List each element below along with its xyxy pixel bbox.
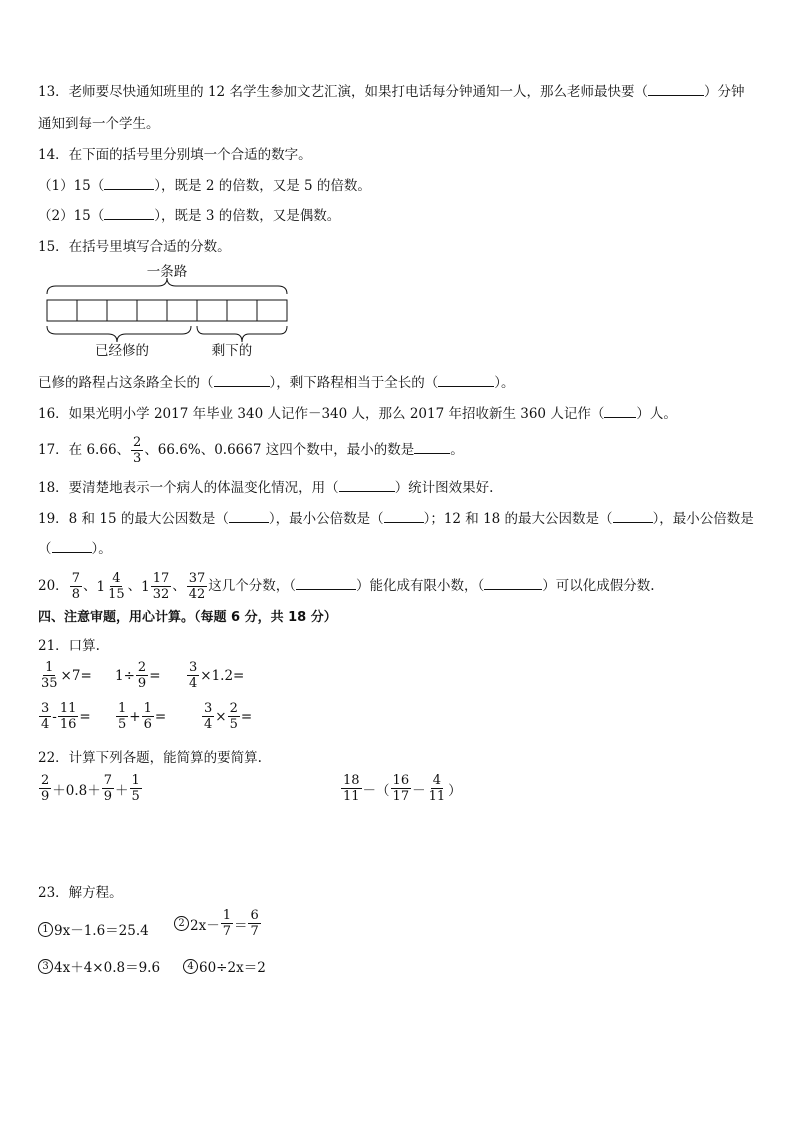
answer-blank[interactable] [648, 83, 704, 96]
answer-blank[interactable] [613, 510, 653, 523]
answer-blank[interactable] [52, 540, 92, 553]
oral-calc-1: $\frac{1}{35}$ ×7= [41, 660, 92, 691]
q21-title: 21．口算. [38, 638, 100, 654]
q13-line2: 通知到每一个学生。 [38, 116, 160, 132]
answer-blank[interactable] [214, 374, 270, 387]
fraction: $\frac{7}{8}$ [71, 571, 80, 602]
q15-text: 已修的路程占这条路全长的（ ），剩下路程相当于全长的（ ）。 [38, 375, 515, 391]
q19-line2: （ ）。 [38, 541, 112, 557]
circled-number: 2 [174, 916, 189, 931]
q16-text: 16．如果光明小学 2017 年毕业 340 人记作－340 人，那么 2017 年招收新生 360 人记作（ ）人。 [38, 406, 677, 422]
oral-calc-4: 3 4 - $\frac{11}{16}$ = [41, 701, 91, 732]
remaining-brace [197, 326, 287, 342]
oral-calc-6: $\frac{3}{4}$ × $\frac{2}{5}$ = [204, 701, 253, 732]
remaining-label: 剩下的 [211, 343, 253, 359]
mixed-number: 1 17 32 [141, 571, 170, 602]
road-diagram [38, 262, 300, 362]
q19-line1: 19．8 和 15 的最大公因数是（ ），最小公倍数是（ ）；12 和 18 的最大公因数是（ ），最小公倍数是 [38, 511, 754, 527]
circled-number: 1 [38, 922, 53, 937]
answer-blank[interactable] [296, 577, 356, 590]
equation-3: 3 4x＋4×0.8＝9.6 [38, 956, 160, 976]
answer-blank[interactable] [484, 577, 542, 590]
road-label: 一条路 [146, 264, 188, 280]
equation-2: 2 2x－ 1 7 ＝ 6 7 [174, 909, 262, 938]
answer-blank[interactable] [339, 479, 395, 492]
q15-title: 15．在括号里填写合适的分数。 [38, 239, 231, 255]
equation-1: 1 9x－1.6＝25.4 [38, 919, 149, 939]
q18-text: 18．要清楚地表示一个病人的体温变化情况，用（ ）统计图效果好. [38, 480, 494, 496]
answer-blank[interactable] [104, 207, 154, 220]
built-brace [47, 326, 191, 342]
q13-line1: 13．老师要尽快通知班里的 12 名学生参加文艺汇演，如果打电话每分钟通知一人，那么老师最快要（ ）分钟 [38, 84, 745, 100]
fraction: $\frac{37}{42}$ [188, 571, 206, 602]
circled-number: 4 [183, 959, 198, 974]
built-label: 已经修的 [95, 343, 149, 359]
answer-blank[interactable] [604, 405, 636, 418]
q22-title: 22．计算下列各题，能简算的要简算. [38, 750, 262, 766]
calc-expression-b: 18 11 －（ 16 17 － 4 11 ） [343, 773, 462, 804]
top-brace [47, 278, 287, 294]
equation-4: 4 60÷2x＝2 [183, 956, 266, 976]
fraction: $\frac{2}{3}$ [133, 435, 142, 466]
q14-title: 14．在下面的括号里分别填一个合适的数字。 [38, 147, 312, 163]
answer-blank[interactable] [438, 374, 494, 387]
mixed-number: 1 4 15 [96, 571, 125, 602]
answer-blank[interactable] [384, 510, 424, 523]
q14-item2: （2）15（ ），既是 3 的倍数，又是偶数。 [38, 208, 341, 224]
oral-calc-2: 1÷ $\frac{2}{9}$ = [115, 660, 161, 691]
oral-calc-3: $\frac{3}{4}$ ×1.2= [189, 660, 245, 691]
calc-expression-a: 2 9 ＋0.8＋ 7 9 ＋ 1 5 [41, 773, 140, 804]
q17-text: 17．在 6.66、 $\frac{2}{3}$ 、66.6%、0.6667 这四个数中，最小的数是 。 [38, 435, 464, 466]
q20-text: 20． $\frac{7}{8}$ 、 1 4 15 、 1 17 32 、 $\frac{37}{42}$ 这几个分数，（ ）能化成有限小数，（ ）可以化成假分数. [38, 567, 655, 606]
circled-number: 3 [38, 959, 53, 974]
q23-title: 23．解方程。 [38, 885, 123, 901]
section-heading: 四、注意审题，用心计算。（每题 6 分，共 18 分） [38, 610, 337, 625]
answer-blank[interactable] [229, 510, 269, 523]
q14-item1: （1）15（ ），既是 2 的倍数，又是 5 的倍数。 [38, 178, 371, 194]
answer-blank[interactable] [414, 441, 450, 454]
answer-blank[interactable] [104, 177, 154, 190]
oral-calc-5: 1 5 + $\frac{1}{6}$ = [118, 701, 167, 732]
